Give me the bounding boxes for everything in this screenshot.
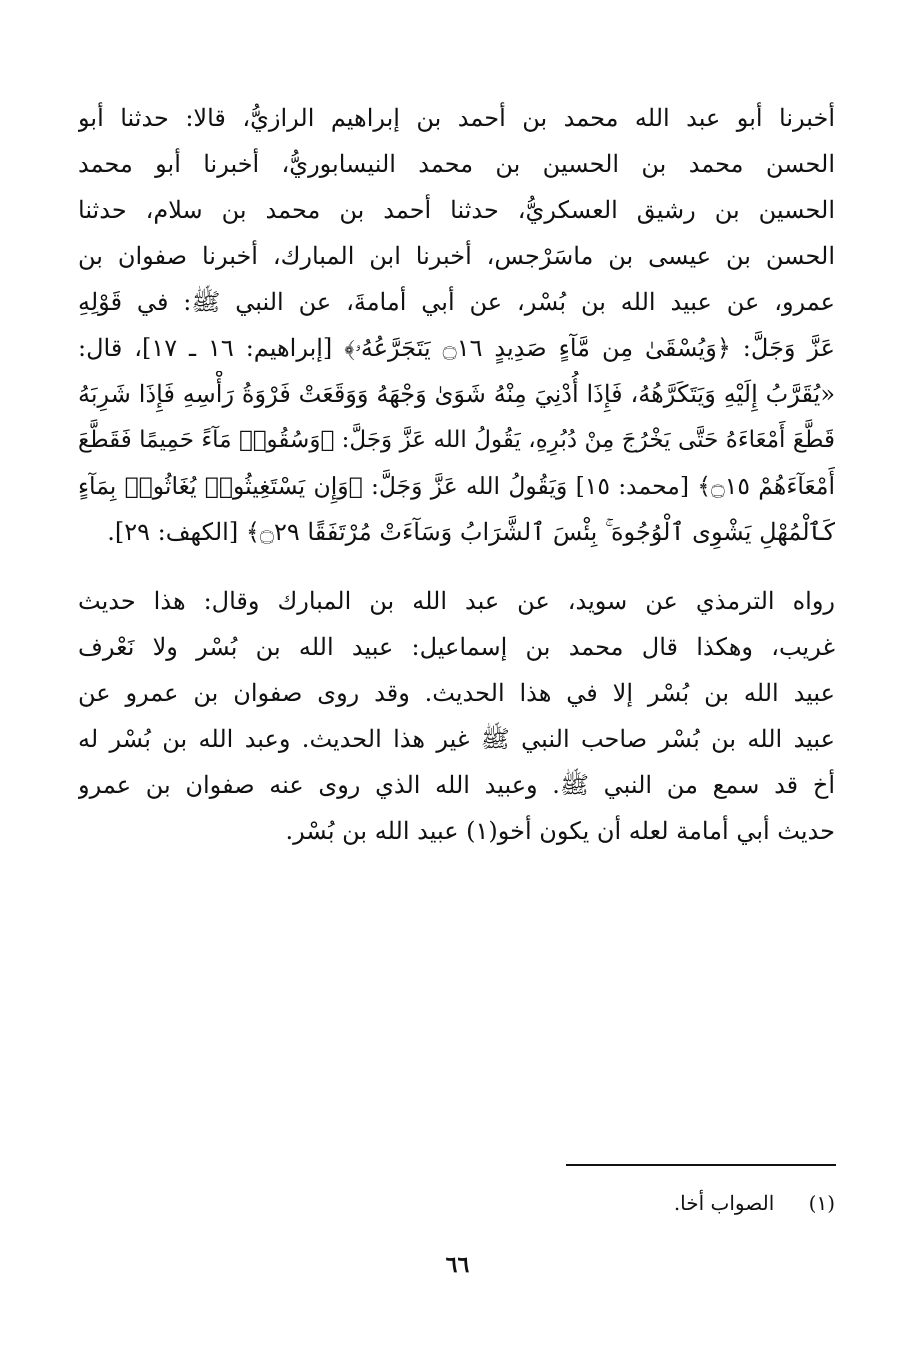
text-line: الحسين بن رشيق العسكريُّ، حدثنا أحمد بن محمد بن سلام، حدثنا	[78, 196, 835, 224]
main-paragraph	[78, 95, 835, 555]
text-line: الحسن محمد بن الحسين بن محمد النيسابوريُّ، أخبرنا أبو محمد	[78, 150, 835, 178]
text-line: غريب، وهكذا قال محمد بن إسماعيل: عبيد الله بن بُسْر ولا نَعْرف	[78, 633, 835, 661]
text-line: أَمْعَآءَهُمْ ۝١٥﴾ [محمد: ١٥] وَيَقُولُ الله عَزَّ وَجَلَّ: ﴿وَإِن يَسْتَغِيثُوا۟ يُغَاثُوا۟ بِمَآءٍ	[78, 472, 835, 500]
text-line: عمرو، عن عبيد الله بن بُسْر، عن أبي أمامةَ، عن النبي ﷺ: في قَوْلِهِ	[78, 288, 835, 316]
page-number: ٦٦	[445, 1252, 470, 1278]
footnote-number: (١)	[808, 1191, 835, 1215]
text-line: «يُقَرَّبُ إِلَيْهِ وَيَتَكَرَّهُهُ، فَإِذَا أُدْنِيَ مِنْهُ شَوَىٰ وَجْهَهُ وَوَقَعَتْ فَرْوَةُ رَأْسِهِ فَإِذَا شَرِبَهُ	[78, 380, 835, 408]
text-line: عبيد الله بن بُسْر إلا في هذا الحديث. وقد روى صفوان بن عمرو عن	[78, 679, 835, 707]
text-line: عَزَّ وَجَلَّ: ﴿وَيُسْقَىٰ مِن مَّآءٍ صَدِيدٍ ۝١٦ يَتَجَرَّعُهُۥ﴾ [إبراهيم: ١٦ ـ ١٧]، قال:	[78, 334, 835, 362]
text-line: الحسن بن عيسى بن ماسَرْجس، أخبرنا ابن المبارك، أخبرنا صفوان بن	[78, 242, 835, 270]
commentary-paragraph	[78, 578, 835, 854]
text-line: أخبرنا أبو عبد الله محمد بن أحمد بن إبراهيم الرازيُّ، قالا: حدثنا أبو	[78, 104, 835, 132]
footnote-text: الصواب أخا.	[673, 1191, 775, 1215]
text-line: رواه الترمذي عن سويد، عن عبد الله بن المبارك وقال: هذا حديث	[78, 587, 835, 615]
text-line: حديث أبي أمامة لعله أن يكون أخو(١) عبيد الله بن بُسْر.	[285, 817, 835, 845]
text-line: عبيد الله بن بُسْر صاحب النبي ﷺ غير هذا الحديث. وعبد الله بن بُسْر له	[78, 725, 835, 753]
text-line: أخ قد سمع من النبي ﷺ. وعبيد الله الذي روى عنه صفوان بن عمرو	[78, 771, 835, 799]
text-line: قَطَّعَ أَمْعَاءَهُ حَتَّى يَخْرُجَ مِنْ دُبُرِهِ، يَقُولُ الله عَزَّ وَجَلَّ: ﴿وَسُقُوا۟ مَآءً حَمِيمًا فَقَطَّعَ	[78, 427, 835, 453]
text-line: كَٱلْمُهْلِ يَشْوِى ٱلْوُجُوهَ ۚ بِئْسَ ٱلشَّرَابُ وَسَآءَتْ مُرْتَفَقًا ۝٢٩﴾ [الكهف: ٢٩].	[107, 518, 835, 546]
footnote	[435, 1188, 835, 1218]
footnote-divider	[566, 1164, 836, 1166]
